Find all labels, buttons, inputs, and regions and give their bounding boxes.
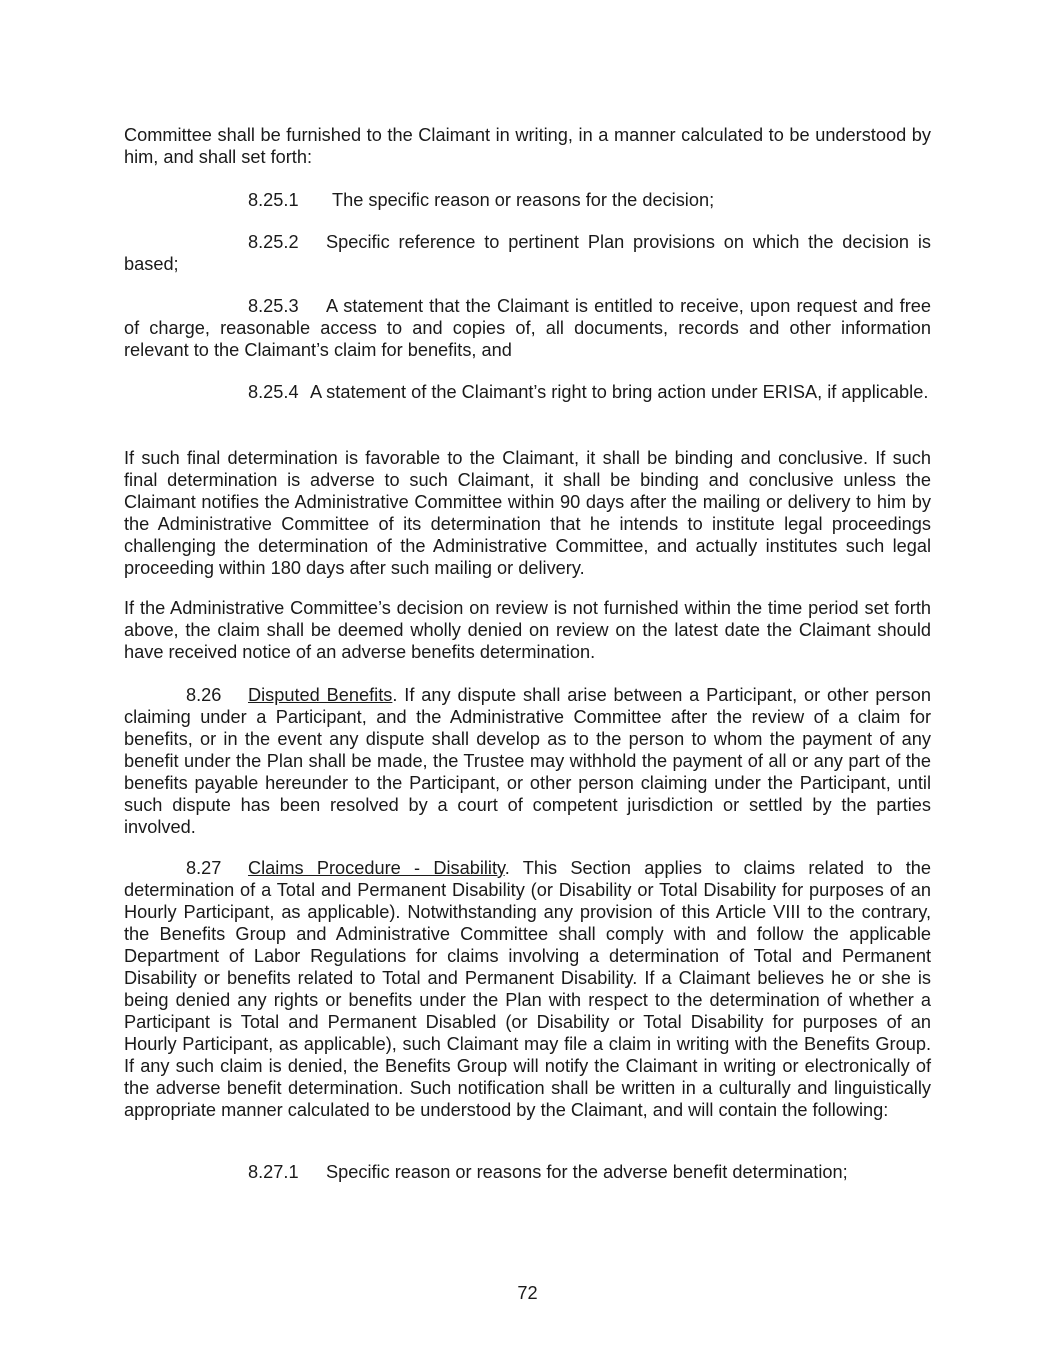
section-number: 8.27 bbox=[186, 858, 222, 878]
item-text: A statement that the Claimant is entitled to receive, upon request and free of charge, reasonable access to and copies of, all documents, records and other information relevant to the Claimant’s claim for benefits, and bbox=[124, 296, 931, 360]
item-8-25-4 bbox=[124, 381, 931, 403]
item-text: Specific reason or reasons for the adverse benefit determination; bbox=[326, 1162, 848, 1182]
item-text: Specific reference to pertinent Plan provisions on which the decision is based; bbox=[124, 232, 931, 274]
item-number: 8.25.2 bbox=[248, 232, 299, 252]
section-8-27 bbox=[124, 857, 931, 1121]
section-heading: Claims Procedure - Disability bbox=[248, 858, 505, 878]
section-body: . If any dispute shall arise between a Participant, or other person claiming under a Participant, and the Administrative Committee after the review of a claim for benefits, or in the event any dispute shall develop as to the person to whom the payment of any benefit under the Plan shall be made, the Trustee may withhold the payment of all or any part of the benefits payable hereunder to the Participant, or other person claiming under the Participant, until such dispute has been resolved by a court of competent jurisdiction or settled by the parties involved. bbox=[124, 685, 931, 837]
item-number: 8.25.3 bbox=[248, 296, 299, 316]
item-8-25-2 bbox=[124, 231, 931, 275]
item-8-25-1 bbox=[124, 189, 931, 211]
section-8-26 bbox=[124, 684, 931, 838]
final-determination-paragraph: If such final determination is favorable to the Claimant, it shall be binding and conclusive. If such final determination is adverse to such Claimant, it shall be binding and conclusive unless the Claimant notifies the Administrative Committee within 90 days after the mailing or delivery to him by the Administrative Committee of its determination that he intends to institute legal proceedings challenging the determination of the Administrative Committee, and actually institutes such legal proceeding within 180 days after such mailing or delivery. bbox=[124, 448, 931, 578]
item-text: The specific reason or reasons for the decision; bbox=[332, 190, 715, 210]
item-8-27-1 bbox=[124, 1161, 931, 1183]
not-furnished-paragraph: If the Administrative Committee’s decision on review is not furnished within the time period set forth above, the claim shall be deemed wholly denied on review on the latest date the Claimant should have received notice of an adverse benefits determination. bbox=[124, 598, 931, 662]
section-number: 8.26 bbox=[186, 685, 222, 705]
item-number: 8.25.4 bbox=[248, 382, 299, 402]
item-number: 8.27.1 bbox=[248, 1162, 299, 1182]
item-text: A statement of the Claimant’s right to bring action under ERISA, if applicable. bbox=[310, 382, 929, 402]
section-body: . This Section applies to claims related to the determination of a Total and Permanent Disability (or Disability or Total Disability for purposes of an Hourly Participant, as applicable). Notwithstanding any provision of this Article VIII to the contrary, the Benefits Group and Administrative Committee shall comply with and follow the applicable Department of Labor Regulations for claims involving a determination of Total and Permanent Disability or benefits related to Total and Permanent Disability. If a Claimant believes he or she is being denied any rights or benefits under the Plan with respect to the determination of whether a Participant is Total and Permanent Disabled (or Disability or Total Disability for purposes of an Hourly Participant, as applicable), such Claimant may file a claim in writing with the Benefits Group. If any such claim is denied, the Benefits Group will notify the Claimant in writing or electronically of the adverse benefit determination. Such notification shall be written in a culturally and linguistically appropriate manner calculated to be understood by the Claimant, and will contain the following: bbox=[124, 858, 931, 1120]
page-number: 72 bbox=[517, 1283, 538, 1303]
item-number: 8.25.1 bbox=[248, 190, 299, 210]
item-8-25-3 bbox=[124, 295, 931, 361]
section-heading: Disputed Benefits bbox=[248, 685, 393, 705]
intro-paragraph: Committee shall be furnished to the Claimant in writing, in a manner calculated to be understood by him, and shall set forth: bbox=[124, 125, 931, 167]
